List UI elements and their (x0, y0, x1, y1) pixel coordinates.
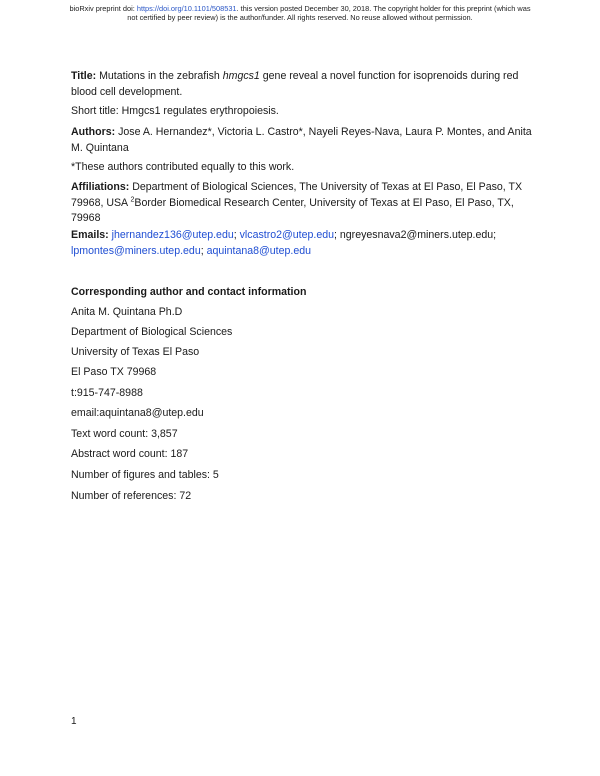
email-link-castro[interactable]: vlcastro2@utep.edu (239, 229, 335, 241)
title-text-post: gene reveal a novel function for isoprenoids during red blood cell development. (71, 70, 519, 98)
banner-line-1 (0, 4, 600, 13)
emails-paragraph (71, 228, 533, 259)
email-separator: ; (233, 229, 240, 241)
contact-line: Anita M. Quintana Ph.D (71, 306, 183, 318)
contact-line: El Paso TX 79968 (71, 366, 157, 378)
affiliations-paragraph (71, 180, 533, 227)
affiliations-label: Affiliations: (71, 181, 130, 193)
emails-label: Emails: (71, 229, 109, 241)
contact-line: Abstract word count: 187 (71, 448, 189, 460)
title-gene: hmgcs1 (222, 70, 260, 82)
corresponding-heading-text: Corresponding author and contact information (71, 286, 307, 298)
authors-list: Jose A. Hernandez*, Victoria L. Castro*, Nayeli Reyes-Nava, Laura P. Montes, and Anita M. Quintana (71, 126, 532, 154)
email-reyes-nava: ; ngreyesnava2@miners.utep.edu; (334, 229, 497, 241)
authors-label: Authors: (71, 126, 116, 138)
email-separator: ; (200, 244, 207, 257)
affiliation-1: Department of Biological Sciences, The University of Texas at El Paso, El Paso, TX 79968, USA (71, 181, 523, 209)
contact-line: t:915-747-8988 (71, 387, 143, 399)
email-link-quintana[interactable]: aquintana8@utep.edu (206, 244, 312, 257)
contact-line: University of Texas El Paso (71, 346, 200, 358)
short-title: Short title: Hmgcs1 regulates erythropoiesis. (71, 105, 279, 117)
contact-line: Number of references: 72 (71, 490, 192, 502)
affiliation-2: Border Biomedical Research Center, University of Texas at El Paso, El Paso, TX, 79968 (71, 196, 514, 224)
banner-line-2: not certified by peer review) is the author/funder. All rights reserved. No reuse allowed without permission. (127, 13, 473, 22)
contact-line: email:aquintana8@utep.edu (71, 407, 204, 419)
contact-line: Number of figures and tables: 5 (71, 469, 219, 481)
corresponding-heading (71, 285, 533, 301)
contact-line: Department of Biological Sciences (71, 326, 233, 338)
banner-suffix: . this version posted December 30, 2018. The copyright holder for this preprint (which was (236, 4, 531, 13)
banner-prefix: bioRxiv preprint doi: (69, 4, 137, 13)
email-link-montes[interactable]: lpmontes@miners.utep.edu (71, 244, 201, 257)
title-label: Title: (71, 70, 97, 82)
page-number: 1 (71, 716, 77, 727)
contact-line: Text word count: 3,857 (71, 428, 178, 440)
title-text-pre: Mutations in the zebrafish (96, 70, 223, 82)
title-paragraph (71, 69, 533, 100)
equal-contribution-note: *These authors contributed equally to this work. (71, 161, 295, 173)
doi-link[interactable]: https://doi.org/10.1101/508531 (136, 4, 237, 13)
preprint-banner (0, 4, 600, 22)
authors-paragraph (71, 125, 533, 156)
affiliation-superscript: 2 (130, 195, 135, 203)
email-link-hernandez[interactable]: jhernandez136@utep.edu (111, 229, 234, 241)
